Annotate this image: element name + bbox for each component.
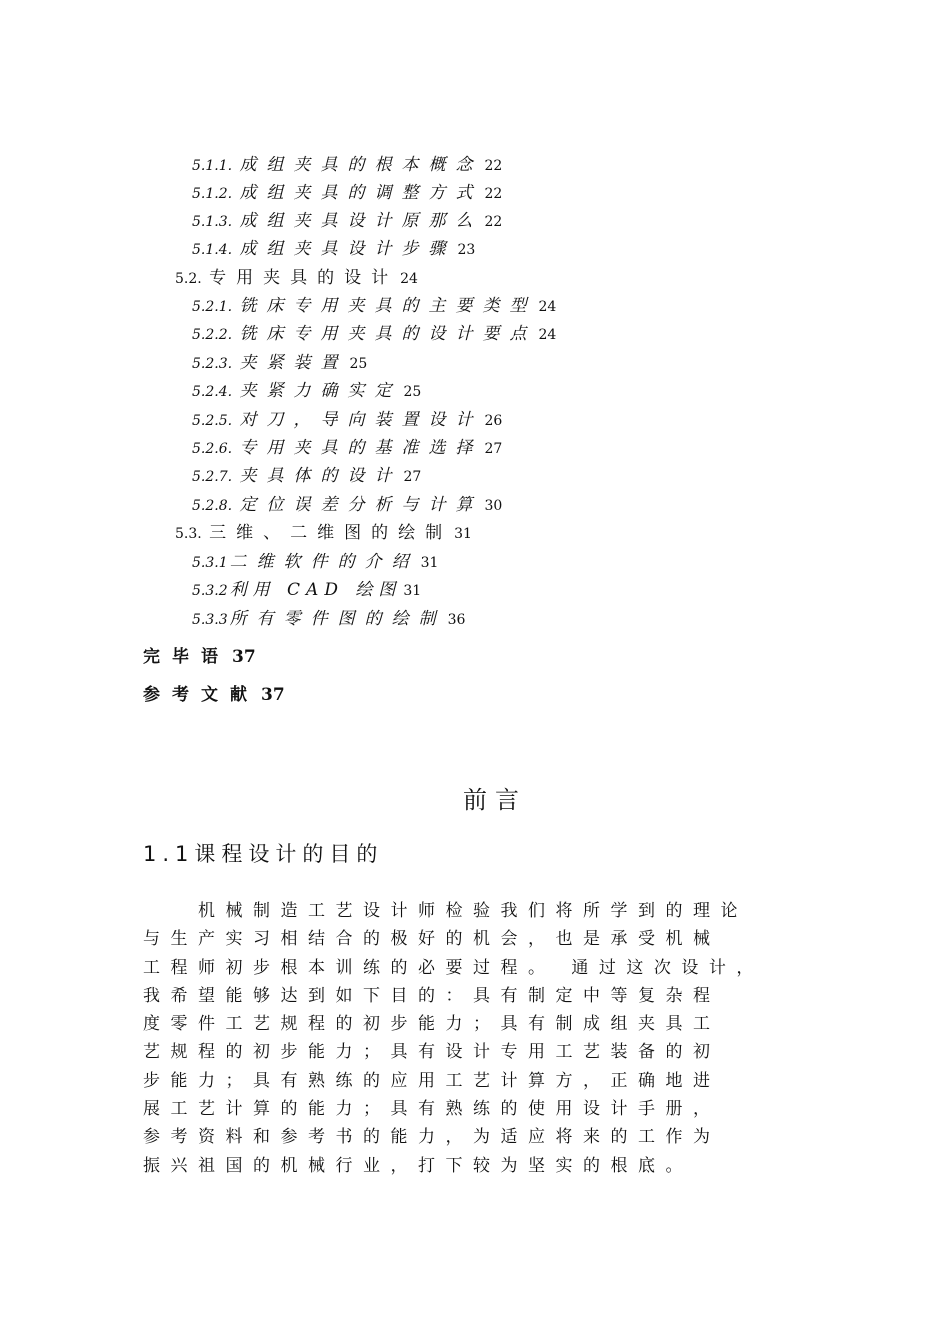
toc-entry[interactable]: [143, 680, 285, 705]
paragraph-line: 展工艺计算的能力；具有熟练的使用设计手册，: [143, 1099, 721, 1120]
toc-number: 5.2.4.: [192, 384, 233, 400]
toc-page: 31: [403, 583, 422, 599]
toc-title: 所有零件图的绘制: [229, 609, 446, 629]
paragraph-line: 与生产实习相结合的极好的机会，也是承受机械: [143, 929, 721, 950]
paragraph-line: 机械制造工艺设计师检验我们将所学到的理论: [143, 901, 748, 921]
toc-title: 三维、二维图的绘制: [209, 523, 453, 543]
toc-entry[interactable]: [143, 642, 256, 667]
toc-number: 5.2.6.: [192, 441, 233, 457]
toc-page: 36: [447, 612, 466, 628]
toc-page: 25: [403, 384, 422, 400]
toc-page: 37: [261, 685, 285, 705]
toc-number: 5.3.1: [192, 555, 228, 571]
toc-title: 专用夹具的设计: [209, 268, 399, 288]
toc-title: 二维软件的介绍: [229, 552, 419, 572]
toc-number: 5.3.2: [192, 583, 228, 599]
toc-page: 25: [349, 356, 368, 372]
toc-entry[interactable]: [192, 490, 502, 515]
toc-page: 37: [232, 647, 256, 667]
toc-title: 专用夹具的基准选择: [239, 438, 483, 458]
toc-entry[interactable]: [192, 291, 556, 316]
toc-number: 5.1.4.: [192, 242, 233, 258]
toc-entry[interactable]: [192, 461, 421, 486]
toc-page: 31: [454, 526, 472, 542]
toc-number: 5.2.8.: [192, 498, 233, 514]
toc-page: 26: [484, 413, 503, 429]
toc-page: 23: [457, 242, 476, 258]
toc-entry[interactable]: [192, 604, 465, 629]
toc-title: 定位误差分析与计算: [239, 495, 483, 515]
toc-entry[interactable]: [192, 319, 556, 344]
toc-entry[interactable]: [175, 263, 418, 288]
toc-title: 利用 CAD 绘图: [229, 580, 402, 600]
toc-page: 24: [400, 271, 418, 287]
toc-title: 夹紧装置: [239, 353, 348, 373]
toc-page: 22: [484, 214, 503, 230]
toc-entry[interactable]: [192, 547, 438, 572]
paragraph-line: 艺规程的初步能力；具有设计专用工艺装备的初: [143, 1042, 721, 1063]
paragraph-line: 工程师初步根本训练的必要过程。 通过这次设计，: [143, 957, 764, 978]
paragraph-line: 我希望能够达到如下目的：具有制定中等复杂程: [143, 985, 721, 1006]
toc-page: 22: [484, 186, 503, 202]
paragraph-line: 振兴祖国的机械行业，打下较为坚实的根底。: [143, 1155, 693, 1176]
page-heading: 前言: [463, 786, 527, 814]
toc-entry[interactable]: [192, 405, 502, 430]
toc-page: 31: [420, 555, 439, 571]
toc-number: 5.2.2.: [192, 327, 233, 343]
body-paragraph: [143, 896, 863, 1179]
toc-entry[interactable]: [192, 150, 502, 175]
toc-number: 5.2.5.: [192, 413, 233, 429]
toc-entry[interactable]: [192, 575, 421, 600]
paragraph-line: 步能力；具有熟练的应用工艺计算方，正确地进: [143, 1070, 721, 1091]
toc-page: 24: [538, 327, 557, 343]
toc-title: 成组夹具的根本概念: [239, 155, 483, 175]
toc-title: 对刀，导向装置设计: [239, 410, 483, 430]
toc-page: 22: [484, 158, 503, 174]
toc-entry[interactable]: [192, 178, 502, 203]
toc-number: 5.2.1.: [192, 299, 233, 315]
toc-title: 夹具体的设计: [239, 466, 402, 486]
toc-title: 铣床专用夹具的主要类型: [239, 296, 537, 316]
toc-entry[interactable]: [192, 376, 421, 401]
toc-number: 5.3.3: [192, 612, 228, 628]
toc-number: 5.2.7.: [192, 469, 233, 485]
toc-entry[interactable]: [192, 433, 502, 458]
toc-title: 成组夹具设计原那么: [239, 211, 483, 231]
toc-page: 24: [538, 299, 557, 315]
toc-title: 参考文献: [143, 685, 259, 705]
toc-number: 5.3.: [175, 526, 202, 542]
paragraph-line: 参考资料和参考书的能力，为适应将来的工作为: [143, 1127, 721, 1148]
toc-entry[interactable]: [192, 234, 475, 259]
toc-title: 铣床专用夹具的设计要点: [239, 324, 537, 344]
toc-page: 30: [484, 498, 503, 514]
toc-entry[interactable]: [175, 518, 472, 543]
toc-number: 5.2.: [175, 271, 202, 287]
toc-number: 5.2.3.: [192, 356, 233, 372]
toc-title: 夹紧力确实定: [239, 381, 402, 401]
toc-entry[interactable]: [192, 206, 502, 231]
toc-page: 27: [484, 441, 503, 457]
toc-page: 27: [403, 469, 422, 485]
section-title: 1.1课程设计的目的: [143, 842, 384, 866]
toc-entry[interactable]: [192, 348, 367, 373]
toc-title: 成组夹具设计步骤: [239, 239, 456, 259]
toc-number: 5.1.3.: [192, 214, 233, 230]
toc-title: 成组夹具的调整方式: [239, 183, 483, 203]
toc-title: 完毕语: [143, 647, 230, 667]
toc-number: 5.1.2.: [192, 186, 233, 202]
toc-number: 5.1.1.: [192, 158, 233, 174]
paragraph-line: 度零件工艺规程的初步能力；具有制成组夹具工: [143, 1014, 721, 1035]
